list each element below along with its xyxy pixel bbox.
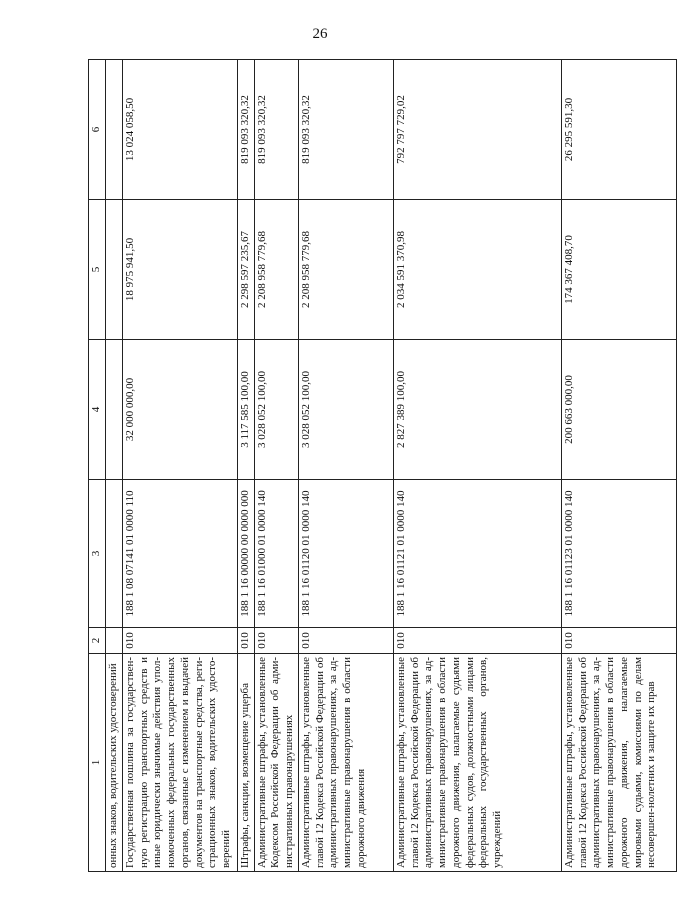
row-remaining-amount: 26 295 591,30 bbox=[561, 60, 676, 200]
row-description: Административные штрафы, установленные главой 12 Кодекса Российской Федерации об административных правонарушениях, за ад-министративные правонарушения в области дорожного движения bbox=[298, 654, 393, 872]
table-row bbox=[298, 60, 393, 872]
row-executed-amount: 18 975 941,50 bbox=[122, 200, 237, 340]
row-description: Административные штрафы, установленные Кодексом Российской Федерации об адми-нистративных правонарушениях bbox=[254, 654, 298, 872]
row-approved-amount: 2 827 389 100,00 bbox=[393, 340, 561, 480]
table-row bbox=[393, 60, 561, 872]
row-executed-amount: 2 298 597 235,67 bbox=[237, 200, 254, 340]
row-description: Административные штрафы, установленные главой 12 Кодекса Российской Федерации об административных правонарушениях, за ад-министративные правонарушения в области дорожного движения, налагаемые судьями федеральных судов, должностными лицами федеральных государственных органов, учреждений bbox=[393, 654, 561, 872]
row-approved-amount: 3 028 052 100,00 bbox=[298, 340, 393, 480]
table-container bbox=[88, 60, 658, 872]
row-description: Штрафы, санкции, возмещение ущерба bbox=[237, 654, 254, 872]
row-admin-code: 010 bbox=[298, 628, 393, 654]
row-approved-amount: 3 117 585 100,00 bbox=[237, 340, 254, 480]
row-executed-amount: 2 034 591 370,98 bbox=[393, 200, 561, 340]
row-approved-amount: 200 663 000,00 bbox=[561, 340, 676, 480]
row-remaining-amount: 819 093 320,32 bbox=[254, 60, 298, 200]
page-number: 26 bbox=[312, 26, 328, 42]
row-budget-code: 188 1 16 01123 01 0000 140 bbox=[561, 480, 676, 628]
row-budget-code: 188 1 08 07141 01 0000 110 bbox=[122, 480, 237, 628]
table-row bbox=[254, 60, 298, 872]
row-admin-code: 010 bbox=[561, 628, 676, 654]
row-executed-amount: 2 208 958 779,68 bbox=[254, 200, 298, 340]
row-budget-code: 188 1 16 01000 01 0000 140 bbox=[254, 480, 298, 628]
row-admin-code: 010 bbox=[122, 628, 237, 654]
row-remaining-amount: 13 024 058,50 bbox=[122, 60, 237, 200]
table-header-row bbox=[89, 60, 106, 872]
row-description: онных знаков, водительских удостоверений bbox=[106, 654, 123, 872]
table-row bbox=[561, 60, 676, 872]
table-row bbox=[237, 60, 254, 872]
table-row bbox=[106, 60, 123, 872]
header-col-6: 6 bbox=[89, 60, 106, 200]
header-col-2: 2 bbox=[89, 628, 106, 654]
row-admin-code: 010 bbox=[254, 628, 298, 654]
row-remaining-amount: 792 797 729,02 bbox=[393, 60, 561, 200]
row-executed-amount: 2 208 958 779,68 bbox=[298, 200, 393, 340]
header-col-5: 5 bbox=[89, 200, 106, 340]
row-budget-code: 188 1 16 01121 01 0000 140 bbox=[393, 480, 561, 628]
row-executed-amount bbox=[106, 200, 123, 340]
row-budget-code bbox=[106, 480, 123, 628]
table-row bbox=[122, 60, 237, 872]
row-admin-code: 010 bbox=[237, 628, 254, 654]
row-remaining-amount: 819 093 320,32 bbox=[298, 60, 393, 200]
header-col-1: 1 bbox=[89, 654, 106, 872]
row-approved-amount: 3 028 052 100,00 bbox=[254, 340, 298, 480]
row-budget-code: 188 1 16 00000 00 0000 000 bbox=[237, 480, 254, 628]
row-approved-amount bbox=[106, 340, 123, 480]
row-admin-code bbox=[106, 628, 123, 654]
revenue-table bbox=[88, 59, 677, 872]
row-approved-amount: 32 000 000,00 bbox=[122, 340, 237, 480]
row-description: Государственная пошлина за государствен-ную регистрацию транспортных средств и иные юридически значимые действия упол-номоченных федеральных государственных органов, связанные с изменением и выдачей документов на транспортные средства, реги-страционных знаков, водительских удосто-верений bbox=[122, 654, 237, 872]
row-budget-code: 188 1 16 01120 01 0000 140 bbox=[298, 480, 393, 628]
header-col-3: 3 bbox=[89, 480, 106, 628]
header-col-4: 4 bbox=[89, 340, 106, 480]
row-remaining-amount: 819 093 320,32 bbox=[237, 60, 254, 200]
row-remaining-amount bbox=[106, 60, 123, 200]
row-executed-amount: 174 367 408,70 bbox=[561, 200, 676, 340]
row-admin-code: 010 bbox=[393, 628, 561, 654]
row-description: Административные штрафы, установленные главой 12 Кодекса Российской Федерации об административных правонарушениях, за ад-министративные правонарушения в области дорожного движения, налагаемые мировыми судьями, комиссиями по делам несовершен-нолетних и защите их прав bbox=[561, 654, 676, 872]
